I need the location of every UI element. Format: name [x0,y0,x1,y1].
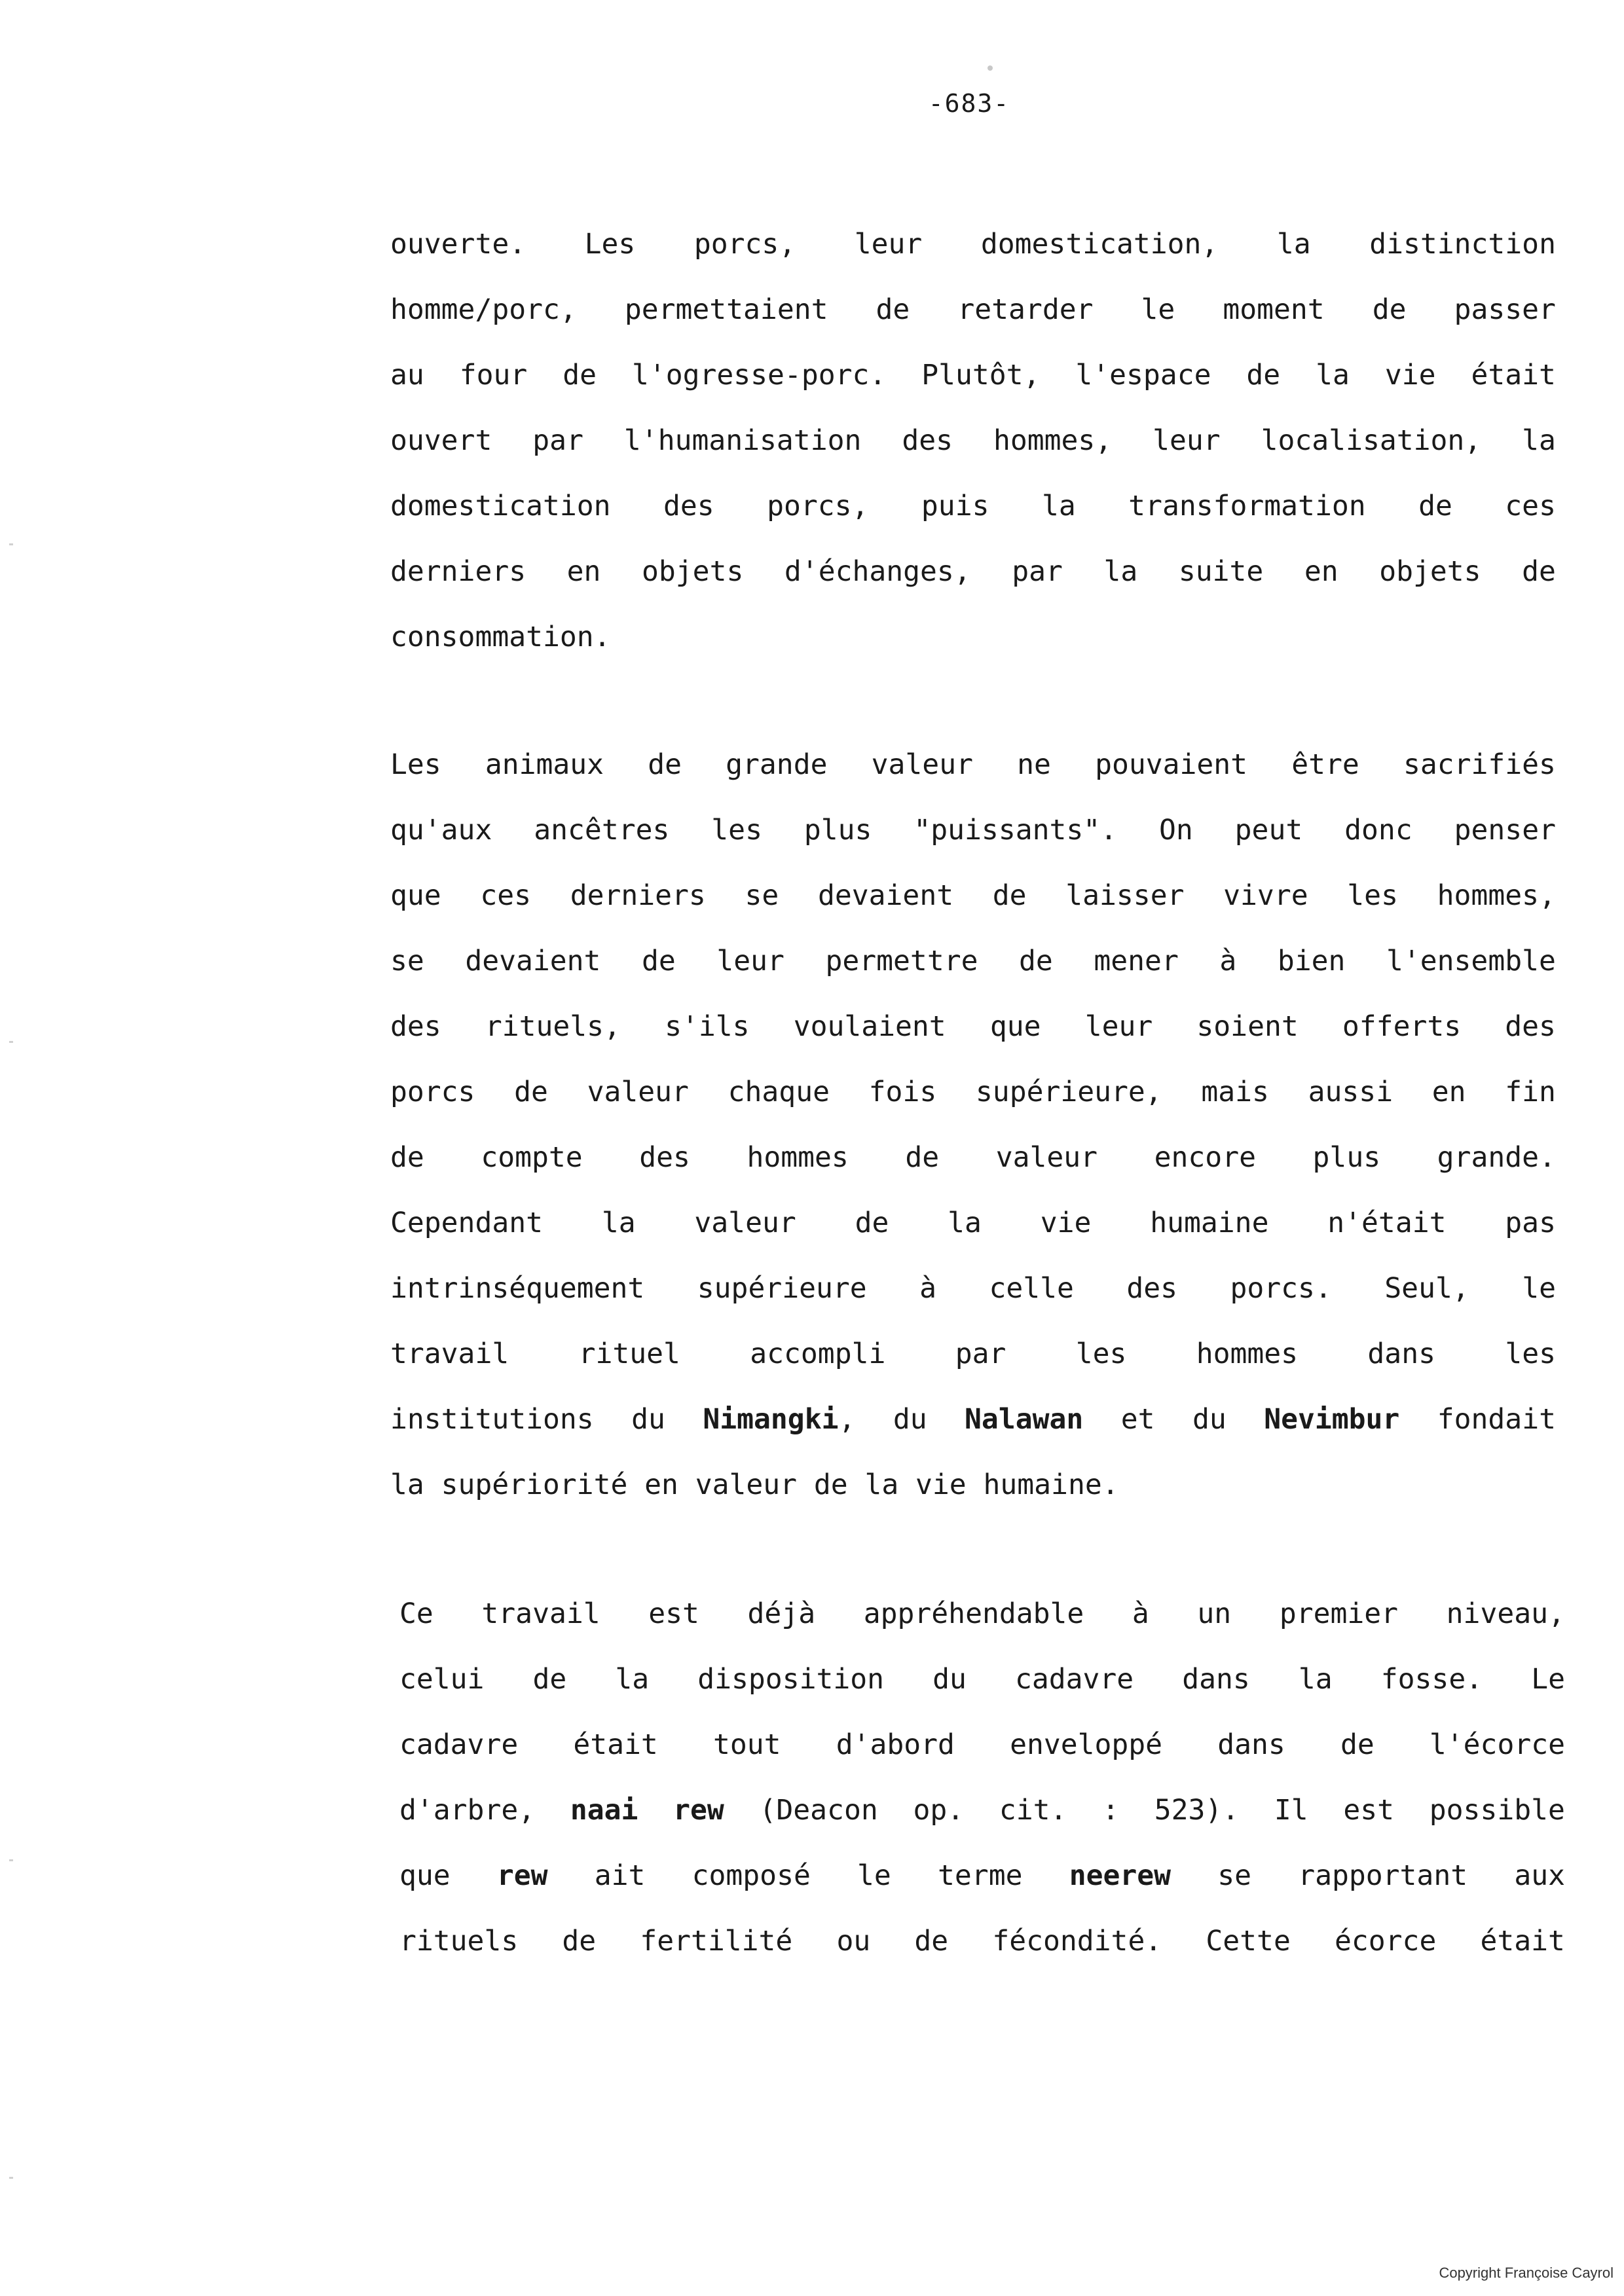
word: fondait [1437,1403,1556,1436]
word: de [648,748,682,781]
word: de [1246,359,1281,392]
word: que [399,1859,451,1892]
word: suite [1178,555,1264,588]
word: à [1219,945,1237,977]
word: la [1041,490,1076,522]
paper-speck [987,65,993,71]
word: des [1505,1010,1556,1043]
text-line [390,928,1556,994]
word: les [1347,879,1398,912]
word: se [1217,1859,1252,1892]
text-line [390,1190,1556,1256]
word: plus [803,814,872,847]
margin-mark [9,1859,13,1861]
word: ait [594,1859,646,1892]
word: de [563,359,597,392]
word: des [1126,1272,1178,1305]
word: des [390,1010,441,1043]
word: puis [921,490,989,522]
word: de [905,1141,940,1174]
word: intrinséquement [390,1272,645,1305]
word: naai [570,1794,638,1827]
text-line [399,1908,1565,1974]
word: en [566,555,601,588]
word: bien [1277,945,1346,977]
word: fois [868,1076,937,1108]
word: chaque [728,1076,830,1108]
word: humaine [1150,1207,1269,1239]
word: la [1276,228,1311,261]
word: Cette [1206,1925,1291,1958]
word: leur [854,228,923,261]
word: des [639,1141,690,1174]
word: était [573,1728,658,1761]
word: de [1372,293,1407,326]
word: Nevimbur [1264,1403,1400,1436]
word: en [644,1468,678,1501]
word: 523). [1154,1794,1240,1827]
word: devaient [465,945,601,977]
word: de [876,293,910,326]
word: qu'aux [390,814,492,847]
word: localisation, [1261,424,1482,457]
word: voulaient [793,1010,946,1043]
word: Ce [399,1597,434,1630]
word: ces [480,879,532,912]
word: Nimangki, [703,1403,856,1436]
word: aux [1514,1859,1565,1892]
word: disposition [697,1663,885,1696]
word: devaient [817,879,954,912]
word: de [642,945,676,977]
margin-mark [9,2177,13,2179]
word: à [1132,1597,1149,1630]
word: pouvaient [1095,748,1248,781]
word: du [1192,1403,1227,1436]
word: composé [692,1859,811,1892]
word: distinction [1369,228,1556,261]
word: leur [716,945,784,977]
word: n'était [1327,1207,1447,1239]
word: ou [836,1925,871,1958]
word: hommes, [993,424,1113,457]
paragraph-2 [390,732,1556,1518]
text-line [390,1452,1556,1518]
word: hommes, [1437,879,1556,912]
word: l'ensemble [1386,945,1556,977]
word: Cependant [390,1207,543,1239]
word: ouvert [390,424,492,457]
text-line [399,1712,1565,1777]
word: d'échanges, [784,555,971,588]
word: supérieure [697,1272,867,1305]
word: hommes [1196,1338,1299,1370]
word: de [1019,945,1053,977]
word: d'abord [836,1728,955,1761]
word: ancêtres [534,814,670,847]
word: objets [1379,555,1481,588]
word: neerew [1069,1859,1172,1892]
word: par [1012,555,1063,588]
text-line [390,1256,1556,1321]
word: porcs. [1230,1272,1332,1305]
word: à [919,1272,937,1305]
word: plus [1312,1141,1381,1174]
word: la [601,1207,636,1239]
word: rapportant [1298,1859,1468,1892]
word: peut [1234,814,1303,847]
word: par [532,424,583,457]
word: Plutôt, [921,359,1041,392]
text-line [390,539,1556,604]
word: vie [915,1468,967,1501]
word: passer [1454,293,1556,326]
word: vivre [1223,879,1308,912]
word: humaine. [983,1468,1119,1501]
word: donc [1344,814,1412,847]
word: en [1431,1076,1466,1108]
word: des [663,490,714,522]
word: niveau, [1446,1597,1565,1630]
word: l'écorce [1429,1728,1565,1761]
word: fosse. [1380,1663,1483,1696]
word: fertilité [640,1925,793,1958]
word: la [1103,555,1138,588]
word: Le [1531,1663,1565,1696]
word: du [893,1403,927,1436]
word: ne [1017,748,1051,781]
word: cit. [999,1794,1067,1827]
word: dans [1182,1663,1250,1696]
word: du [932,1663,967,1696]
word: moment [1223,293,1325,326]
text-line [390,277,1556,342]
word: consommation. [390,621,611,653]
word: travail [481,1597,600,1630]
word: supérieure, [975,1076,1162,1108]
word: mais [1201,1076,1269,1108]
word: Nalawan [965,1403,1084,1436]
word: la [390,1468,424,1501]
word: offerts [1342,1010,1462,1043]
word: ouverte. [390,228,526,261]
word: fécondité. [992,1925,1162,1958]
paragraph-1 [390,211,1556,670]
word: institutions [390,1403,594,1436]
word: domestication, [980,228,1219,261]
word: se [390,945,424,977]
word: valeur [871,748,973,781]
word: l'humanisation [623,424,862,457]
word: rew [496,1859,548,1892]
text-line [390,211,1556,277]
word: possible [1429,1794,1565,1827]
word: valeur [587,1076,689,1108]
word: rew [673,1794,724,1827]
word: terme [938,1859,1023,1892]
word: porcs, [693,228,796,261]
word: appréhendable [863,1597,1084,1630]
word: pas [1505,1207,1556,1239]
word: d'arbre, [399,1794,536,1827]
word: animaux [485,748,604,781]
word: que [390,879,441,912]
word: ces [1505,490,1556,522]
word: sacrifiés [1403,748,1556,781]
word: en [1304,555,1338,588]
word: de [1340,1728,1375,1761]
word: rituels, [485,1010,621,1043]
word: de [1418,490,1452,522]
word: les [711,814,762,847]
word: la [864,1468,899,1501]
word: : [1102,1794,1119,1827]
word: le [1141,293,1175,326]
text-line [390,1387,1556,1452]
word: la [1522,424,1556,457]
word: l'espace [1075,359,1211,392]
word: dans [1217,1728,1285,1761]
word: cadavre [1014,1663,1134,1696]
word: et [1120,1403,1155,1436]
word: de [914,1925,949,1958]
word: leur [1153,424,1221,457]
text-line [390,994,1556,1059]
word: soient [1196,1010,1299,1043]
margin-mark [9,543,13,545]
word: retarder [957,293,1094,326]
word: vie [1040,1207,1092,1239]
word: l'ogresse-porc. [631,359,887,392]
word: compte [481,1141,583,1174]
word: écorce [1335,1925,1437,1958]
word: de [514,1076,548,1108]
word: s'ils [665,1010,750,1043]
word: "puissants". [913,814,1118,847]
word: de [992,879,1027,912]
word: hommes [747,1141,849,1174]
word: penser [1454,814,1556,847]
word: porcs, [767,490,869,522]
word: au [390,359,424,392]
word: mener [1094,945,1179,977]
word: que [989,1010,1041,1043]
word: Il [1274,1794,1308,1827]
word: valeur [695,1468,798,1501]
word: être [1291,748,1359,781]
word: derniers [570,879,706,912]
text-line [390,863,1556,928]
word: la [1298,1663,1333,1696]
word: de [390,1141,424,1174]
word: par [955,1338,1006,1370]
word: est [1343,1794,1395,1827]
word: était [1471,359,1556,392]
word: de [562,1925,597,1958]
text-line [390,342,1556,408]
word: derniers [390,555,526,588]
word: déjà [747,1597,816,1630]
word: On [1158,814,1193,847]
word: se [745,879,779,912]
word: de [532,1663,567,1696]
paragraph-3 [399,1581,1565,1974]
word: leur [1084,1010,1153,1043]
word: valeur [995,1141,1098,1174]
text-line [390,408,1556,473]
margin-mark [9,1041,13,1043]
word: le [1522,1272,1556,1305]
word: celui [399,1663,485,1696]
text-line [390,797,1556,863]
word: accompli [750,1338,886,1370]
word: travail [390,1338,509,1370]
word: rituel [578,1338,680,1370]
text-line [399,1843,1565,1908]
word: tout [712,1728,781,1761]
text-line [390,604,1556,670]
word: de [1522,555,1556,588]
word: enveloppé [1010,1728,1163,1761]
word: vie [1384,359,1436,392]
word: de [813,1468,848,1501]
copyright-notice: Copyright Françoise Cayrol [1439,2265,1614,2281]
text-line [390,1125,1556,1190]
word: fin [1505,1076,1556,1108]
word: des [902,424,953,457]
word: la [1316,359,1350,392]
word: les [1505,1338,1556,1370]
text-line [390,732,1556,797]
word: rituels [399,1925,519,1958]
word: laisser [1065,879,1185,912]
word: les [1075,1338,1127,1370]
word: était [1480,1925,1565,1958]
word: domestication [390,490,611,522]
word: homme/porc, [390,293,577,326]
word: dans [1367,1338,1435,1370]
word: le [857,1859,891,1892]
text-line [390,473,1556,539]
word: permettaient [624,293,828,326]
word: transformation [1128,490,1366,522]
text-line [390,1059,1556,1125]
word: Les [584,228,636,261]
word: valeur [694,1207,796,1239]
word: la [615,1663,650,1696]
word: encore [1154,1141,1256,1174]
word: (Deacon [759,1794,878,1827]
word: four [459,359,528,392]
word: permettre [825,945,978,977]
word: aussi [1308,1076,1393,1108]
page-number: -683- [928,89,1010,118]
word: du [631,1403,665,1436]
word: porcs [390,1076,475,1108]
text-line [399,1647,1565,1712]
word: Seul, [1384,1272,1469,1305]
word: celle [989,1272,1074,1305]
word: op. [913,1794,965,1827]
word: un [1197,1597,1232,1630]
text-line [399,1581,1565,1647]
word: est [648,1597,699,1630]
word: la [948,1207,982,1239]
word: objets [642,555,744,588]
word: supériorité [441,1468,628,1501]
text-line [399,1777,1565,1843]
word: grande. [1437,1141,1556,1174]
word: cadavre [399,1728,519,1761]
word: Les [390,748,441,781]
word: grande [726,748,828,781]
word: premier [1279,1597,1399,1630]
word: de [855,1207,889,1239]
text-line [390,1321,1556,1387]
